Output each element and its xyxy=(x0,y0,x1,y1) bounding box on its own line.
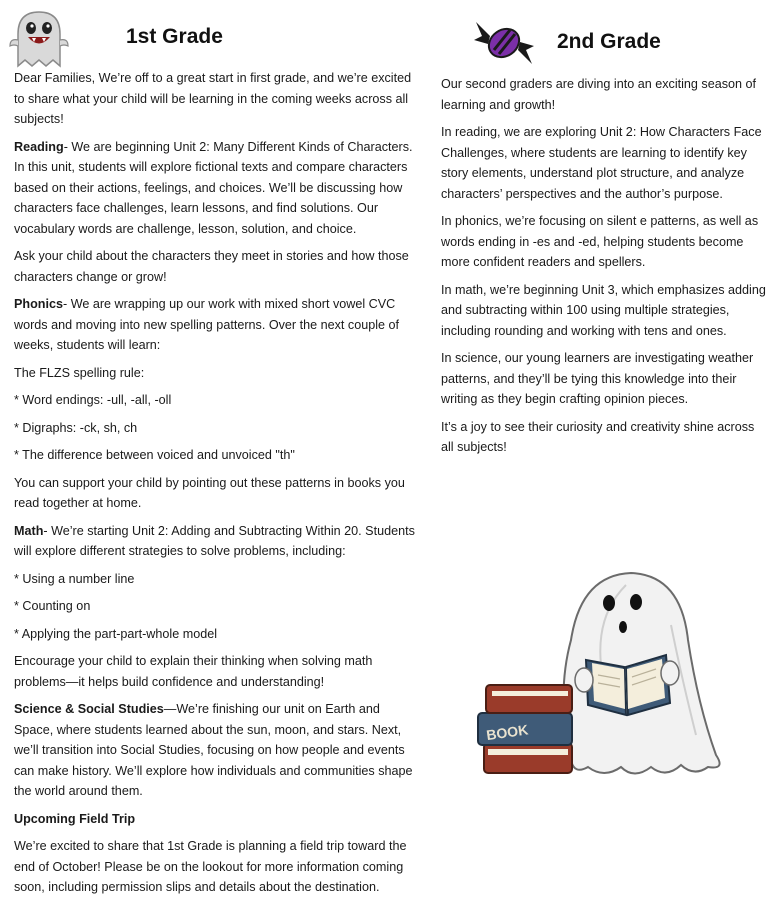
phonics-text: - We are wrapping up our work with mixed short vowel CVC words and moving into new spelling patterns. Over the next couple of weeks, students will learn: xyxy=(14,297,400,352)
grade1-reading xyxy=(14,137,420,240)
reading-label: Reading xyxy=(14,139,64,154)
grade2-paragraph: It’s a joy to see their curiosity and creativity shine across all subjects! xyxy=(441,419,755,454)
grade2-paragraph: In math, we’re beginning Unit 3, which emphasizes adding and subtracting within 100 using multiple strategies, including rounding and working with tens and ones. xyxy=(441,282,766,338)
phonics-item: * Digraphs: -ck, sh, ch xyxy=(14,420,138,435)
grade1-title: 1st Grade xyxy=(126,25,223,48)
grade1-science xyxy=(14,699,420,802)
phonics-item: The FLZS spelling rule: xyxy=(14,365,145,380)
grade1-reading-ask: Ask your child about the characters they meet in stories and how those characters change or grow! xyxy=(14,249,409,284)
grade2-body xyxy=(441,74,767,465)
grade1-math xyxy=(14,521,420,562)
math-item: * Counting on xyxy=(14,599,91,613)
grade1-body xyxy=(14,68,420,905)
grade1-phonics xyxy=(14,294,420,356)
phonics-item: * The difference between voiced and unvoiced "th" xyxy=(14,448,295,462)
science-label: Science & Social Studies xyxy=(14,702,164,716)
wrapped-candy-icon xyxy=(472,14,536,72)
grade2-paragraph: In reading, we are exploring Unit 2: How Characters Face Challenges, where students are learning to identify key story elements, understand plot structure, and analyze characters’ perspectives and the author’s purpose. xyxy=(441,125,762,201)
grade1-intro: Dear Families, We’re off to a great start in first grade, and we’re excited to share what your child will be learning in the coming weeks across all subjects! xyxy=(14,71,412,126)
math-text: - We’re starting Unit 2: Adding and Subtracting Within 20. Students will explore different strategies to solve problems, including: xyxy=(14,523,415,558)
field-trip-heading xyxy=(14,809,420,830)
grade1-phonics-support: You can support your child by pointing out these patterns in books you read together at home. xyxy=(14,475,405,510)
field-trip-label: Upcoming Field Trip xyxy=(14,811,136,826)
grade2-paragraph: In phonics, we’re focusing on silent e patterns, as well as words ending in -es and -ed, helping students become more confident readers and spellers. xyxy=(441,214,759,269)
grade1-math-encourage: Encourage your child to explain their thinking when solving math problems—it helps build confidence and understanding! xyxy=(14,654,373,689)
field-trip-text: We’re excited to share that 1st Grade is planning a field trip toward the end of October! Please be on the lookout for more information coming soon, including permission slips and details about the destination. xyxy=(14,839,407,894)
math-label: Math xyxy=(14,523,44,538)
ghost-cartoon-icon xyxy=(6,6,72,72)
book-spine-label: BOOK xyxy=(485,721,530,744)
ghost-reading-books-illustration xyxy=(476,555,772,790)
math-item: * Using a number line xyxy=(14,571,135,586)
grade2-paragraph: Our second graders are diving into an exciting season of learning and growth! xyxy=(441,77,757,112)
reading-text: - We are beginning Unit 2: Many Different Kinds of Characters. In this unit, students will explore fictional texts and compare characters based on their actions, feelings, and choices. We’ll be discussing how characters face challenges, learn lessons, and find solutions. Our vocabulary words are challenge, lesson, solution, and choice. xyxy=(14,139,413,236)
science-text: —We’re finishing our unit on Earth and Space, where students learned about the sun, moon, and stars. Next, we’ll transition into Social Studies, focusing on how people and events can make history. We’ll explore how individuals and communities shape the world around them. xyxy=(14,702,413,798)
phonics-item: * Word endings: -ull, -all, -oll xyxy=(14,393,172,407)
grade2-paragraph: In science, our young learners are investigating weather patterns, and they’ll be tying this knowledge into their writing as they begin crafting opinion pieces. xyxy=(441,351,754,406)
phonics-label: Phonics xyxy=(14,297,63,311)
math-item: * Applying the part-part-whole model xyxy=(14,626,218,641)
grade2-title: 2nd Grade xyxy=(557,30,661,53)
